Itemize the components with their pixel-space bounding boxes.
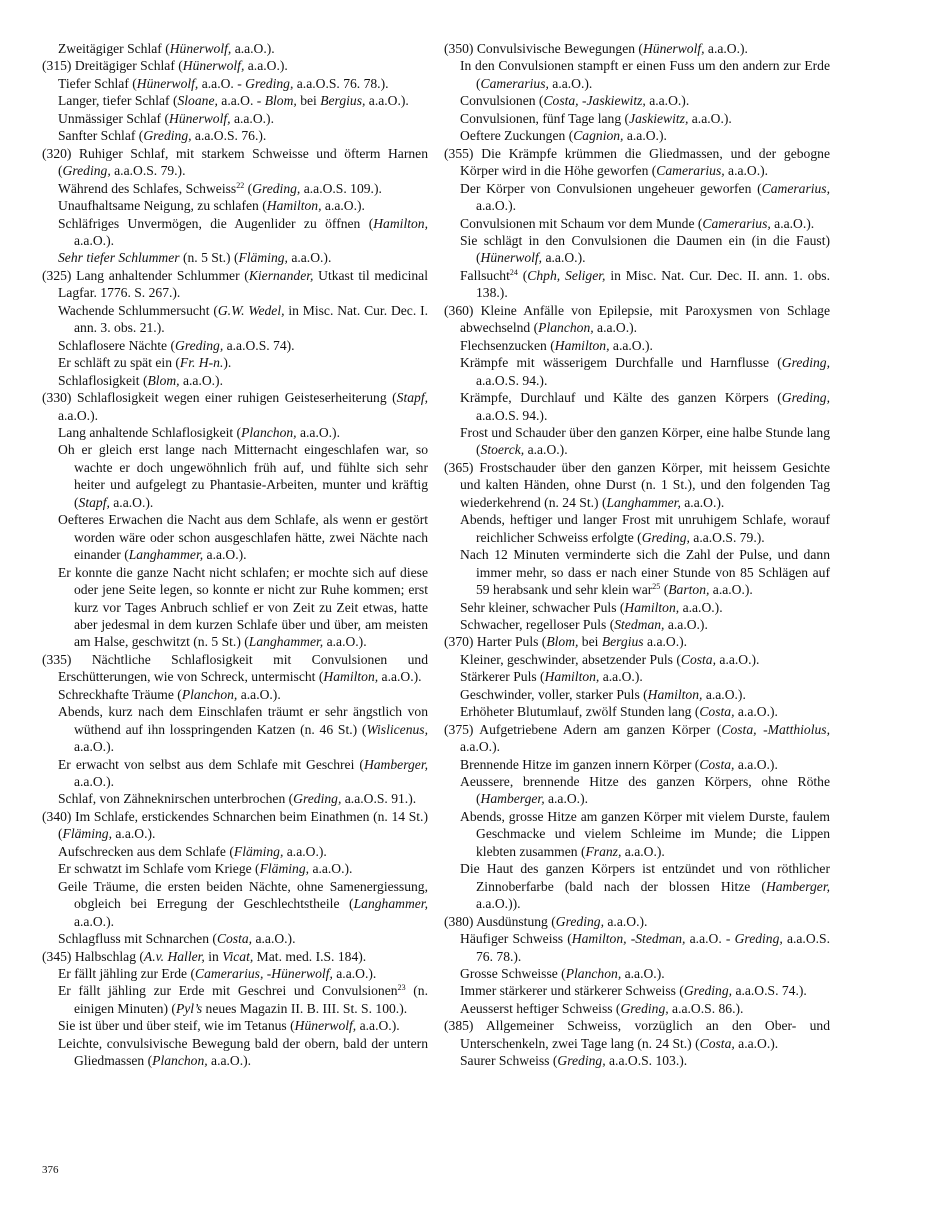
symptom-entry: Brennende Hitze im ganzen innern Körper (Costa, a.a.O.). <box>460 756 778 772</box>
symptom-entry: Langer, tiefer Schlaf (Sloane, a.a.O. - Blom, bei Bergius, a.a.O.). <box>58 93 409 109</box>
symptom-entry: Schlaflosere Nächte (Greding, a.a.O.S. 74). <box>58 337 295 353</box>
symptom-entry: (325) Lang anhaltender Schlummer (Kiernander, Utkast til medicinal Lagfar. 1776. S. 267.). <box>42 267 428 301</box>
page-number: 376 <box>42 1164 59 1176</box>
symptom-entry: Lang anhaltende Schlaflosigkeit (Planchon, a.a.O.). <box>58 424 340 440</box>
symptom-entry: Sie schlägt in den Convulsionen die Daumen ein (in die Faust) (Hünerwolf, a.a.O.). <box>460 232 830 266</box>
symptom-entry: Convulsionen, fünf Tage lang (Jaskiewitz, a.a.O.). <box>460 110 732 126</box>
symptom-entry: (345) Halbschlag (A.v. Haller, in Vicat, Mat. med. I.S. 184). <box>42 948 367 964</box>
symptom-entry: Oefteres Erwachen die Nacht aus dem Schlafe, als wenn er gestört worden wäre oder schon ausgeschlafen hätte, zwei Nächte nach einander (Langhammer, a.a.O.). <box>58 512 428 563</box>
symptom-entry: Sie ist über und über steif, wie im Tetanus (Hünerwolf, a.a.O.). <box>58 1018 400 1034</box>
symptom-entry: (360) Kleine Anfälle von Epilepsie, mit Paroxysmen von Schlage abwechselnd (Planchon, a.a.O.). <box>444 302 830 336</box>
symptom-entry: Sanfter Schlaf (Greding, a.a.O.S. 76.). <box>58 128 267 144</box>
symptom-entry: Er fällt jähling zur Erde (Camerarius, -Hünerwolf, a.a.O.). <box>58 966 377 982</box>
symptom-entry: (355) Die Krämpfe krümmen die Gliedmassen, und der gebogne Körper wird in die Höhe geworfen (Camerarius, a.a.O.). <box>444 145 830 179</box>
symptom-entry: Schwacher, regelloser Puls (Stedman, a.a.O.). <box>460 616 708 632</box>
right-column <box>444 40 830 1070</box>
symptom-entry: Krämpfe mit wässerigem Durchfalle und Harnflusse (Greding, a.a.O.S. 94.). <box>460 355 830 388</box>
symptom-entry: Erhöheter Blutumlauf, zwölf Stunden lang (Costa, a.a.O.). <box>460 704 778 720</box>
symptom-entry: (335) Nächtliche Schlaflosigkeit mit Convulsionen und Erschütterungen, wie von Schreck, untermischt (Hamilton, a.a.O.). <box>42 651 428 685</box>
symptom-entry: Unaufhaltsame Neigung, zu schlafen (Hamilton, a.a.O.). <box>58 198 365 214</box>
symptom-entry: Tiefer Schlaf (Hünerwolf, a.a.O. - Greding, a.a.O.S. 76. 78.). <box>58 75 389 91</box>
symptom-entry: Zweitägiger Schlaf (Hünerwolf, a.a.O.). <box>58 41 275 56</box>
symptom-entry: Er konnte die ganze Nacht nicht schlafen; er mochte sich auf diese oder jene Seite legen, so konnte er nicht zur Ruhe kommen; erst kurz vor Tages Anbruch schlief er von Zeit zu Zeit etwas, hatte aber jedesmal in dem kurzen Schlafe über und über, am meisten am Halse, geschwitzt (n. 5 St.) (Langhammer, a.a.O.). <box>58 564 428 650</box>
symptom-entry: Schläfriges Unvermögen, die Augenlider zu öffnen (Hamilton, a.a.O.). <box>58 215 428 248</box>
symptom-entry: (340) Im Schlafe, erstickendes Schnarchen beim Einathmen (n. 14 St.) (Fläming, a.a.O.). <box>42 808 428 842</box>
symptom-entry: Sehr kleiner, schwacher Puls (Hamilton, a.a.O.). <box>460 599 723 615</box>
symptom-entry: Sehr tiefer Schlummer (n. 5 St.) (Fläming, a.a.O.). <box>58 250 332 266</box>
symptom-entry: (385) Allgemeiner Schweiss, vorzüglich an den Ober- und Unterschenkeln, zwei Tage lang (n. 24 St.) (Costa, a.a.O.). <box>444 1018 830 1051</box>
symptom-entry: Leichte, convulsivische Bewegung bald der obern, bald der untern Gliedmassen (Planchon, a.a.O.). <box>58 1035 428 1069</box>
symptom-entry: Die Haut des ganzen Körpers ist entzündet und von röthlicher Zinnoberfarbe (bald nach der blossen Hitze (Hamberger, a.a.O.)). <box>460 861 830 912</box>
symptom-entry: Während des Schlafes, Schweiss$^{22}$ (Greding, a.a.O.S. 109.). <box>58 180 382 196</box>
symptom-entry: Convulsionen (Costa, -Jaskiewitz, a.a.O.). <box>460 93 690 109</box>
symptom-entry: Flechsenzucken (Hamilton, a.a.O.). <box>460 337 653 353</box>
symptom-entry: (375) Aufgetriebene Adern am ganzen Körper (Costa, -Matthiolus, a.a.O.). <box>444 721 830 755</box>
symptom-entry: (350) Convulsivische Bewegungen (Hünerwolf, a.a.O.). <box>444 41 748 56</box>
symptom-entry: Aeussere, brennende Hitze des ganzen Körpers, ohne Röthe (Hamberger, a.a.O.). <box>460 774 830 807</box>
symptom-entry: Aufschrecken aus dem Schlafe (Fläming, a.a.O.). <box>58 843 327 859</box>
symptom-entry: Saurer Schweiss (Greding, a.a.O.S. 103.). <box>460 1053 688 1069</box>
symptom-entry: Wachende Schlummersucht (G.W. Wedel, in Misc. Nat. Cur. Dec. I. ann. 3. obs. 21.). <box>58 302 429 336</box>
symptom-entry: Krämpfe, Durchlauf und Kälte des ganzen Körpers (Greding, a.a.O.S. 94.). <box>460 390 830 423</box>
symptom-entry: Kleiner, geschwinder, absetzender Puls (Costa, a.a.O.). <box>460 651 760 667</box>
symptom-entry: (365) Frostschauder über den ganzen Körper, mit heissem Gesichte und kalten Händen, ohne Durst (n. 1 St.), und den folgenden Tag wiederkehrend (n. 24 St.) (Langhammer, a.a.O.). <box>444 459 830 510</box>
left-column <box>42 40 428 1070</box>
symptom-entry: Abends, kurz nach dem Einschlafen träumt er sehr ängstlich von wüthend auf ihn losspringenden Katzen (n. 46 St.) (Wislicenus, a.a.O.). <box>58 704 428 755</box>
symptom-entry: Unmässiger Schlaf (Hünerwolf, a.a.O.). <box>58 110 274 126</box>
symptom-entry: Geschwinder, voller, starker Puls (Hamilton, a.a.O.). <box>460 686 746 702</box>
symptom-entry: In den Convulsionen stampft er einen Fuss um den andern zur Erde (Camerarius, a.a.O.). <box>460 58 830 91</box>
symptom-entry: Stärkerer Puls (Hamilton, a.a.O.). <box>460 669 643 685</box>
symptom-entry: (380) Ausdünstung (Greding, a.a.O.). <box>444 913 648 929</box>
symptom-entry: Schlaf, von Zähneknirschen unterbrochen (Greding, a.a.O.S. 91.). <box>58 791 417 807</box>
symptom-entry: (330) Schlaflosigkeit wegen einer ruhigen Geisteserheiterung (Stapf, a.a.O.). <box>42 390 428 423</box>
symptom-entry: Er schwatzt im Schlafe vom Kriege (Fläming, a.a.O.). <box>58 861 353 877</box>
symptom-entry: Fallsucht$^{24}$ (Chph, Seliger, in Misc. Nat. Cur. Dec. II. ann. 1. obs. 138.). <box>460 267 830 301</box>
symptom-entry: Abends, heftiger und langer Frost mit unruhigem Schlafe, worauf reichlicher Schweiss erfolgte (Greding, a.a.O.S. 79.). <box>460 512 830 545</box>
symptom-entry: (370) Harter Puls (Blom, bei Bergius a.a.O.). <box>444 634 688 650</box>
symptom-entry: Schreckhafte Träume (Planchon, a.a.O.). <box>58 686 281 702</box>
symptom-entry: Frost und Schauder über den ganzen Körper, eine halbe Stunde lang (Stoerck, a.a.O.). <box>460 424 830 458</box>
symptom-entry: Schlagfluss mit Schnarchen (Costa, a.a.O.). <box>58 931 296 947</box>
symptom-entry: (320) Ruhiger Schlaf, mit starkem Schweisse und öfterm Harnen (Greding, a.a.O.S. 79.). <box>42 145 428 179</box>
symptom-entry: Geile Träume, die ersten beiden Nächte, ohne Samenergiessung, obgleich bei Erregung der Geschlechtstheile (Langhammer, a.a.O.). <box>58 878 428 929</box>
symptom-entry: Schlaflosigkeit (Blom, a.a.O.). <box>58 372 223 388</box>
symptom-entry: Oeftere Zuckungen (Cagnion, a.a.O.). <box>460 128 667 144</box>
symptom-entry: Häufiger Schweiss (Hamilton, -Stedman, a.a.O. - Greding, a.a.O.S. 76. 78.). <box>460 931 831 964</box>
symptom-entry: Convulsionen mit Schaum vor dem Munde (Camerarius, a.a.O.). <box>460 215 815 231</box>
symptom-entry: Abends, grosse Hitze am ganzen Körper mit vielem Durste, faulem Geschmacke und vielem Schleime im Munde; die Lippen klebten zusammen (Franz, a.a.O.). <box>460 808 830 859</box>
symptom-entry: Der Körper von Convulsionen ungeheuer geworfen (Camerarius, a.a.O.). <box>460 180 830 214</box>
symptom-entry: Grosse Schweisse (Planchon, a.a.O.). <box>460 966 665 982</box>
symptom-entry: Er fällt jähling zur Erde mit Geschrei und Convulsionen$^{23}$ (n. einigen Minuten) (Pyl’s neues Magazin II. B. III. St. S. 100.). <box>58 983 428 1016</box>
symptom-entry: Immer stärkerer und stärkerer Schweiss (Greding, a.a.O.S. 74.). <box>460 983 807 999</box>
symptom-entry: (315) Dreitägiger Schlaf (Hünerwolf, a.a.O.). <box>42 58 288 74</box>
symptom-entry: Oh er gleich erst lange nach Mitternacht eingeschlafen war, so wachte er doch ungewöhnlich früh auf, und fühlte sich sehr heiter und aufgelegt zu Phantasie-Arbeiten, munter und kräftig (Stapf, a.a.O.). <box>58 442 428 510</box>
symptom-entry: Er erwacht von selbst aus dem Schlafe mit Geschrei (Hamberger, a.a.O.). <box>58 756 428 790</box>
symptom-entry: Nach 12 Minuten verminderte sich die Zahl der Pulse, und dann immer mehr, so dass er nach einer Stunde von 85 Schlägen auf 59 herabsank und sehr klein war$^{25}$ (Barton, a.a.O.). <box>460 547 830 598</box>
symptom-entry: Er schläft zu spät ein (Fr. H-n.). <box>58 355 232 371</box>
symptom-entry: Aeusserst heftiger Schweiss (Greding, a.a.O.S. 86.). <box>460 1000 744 1016</box>
